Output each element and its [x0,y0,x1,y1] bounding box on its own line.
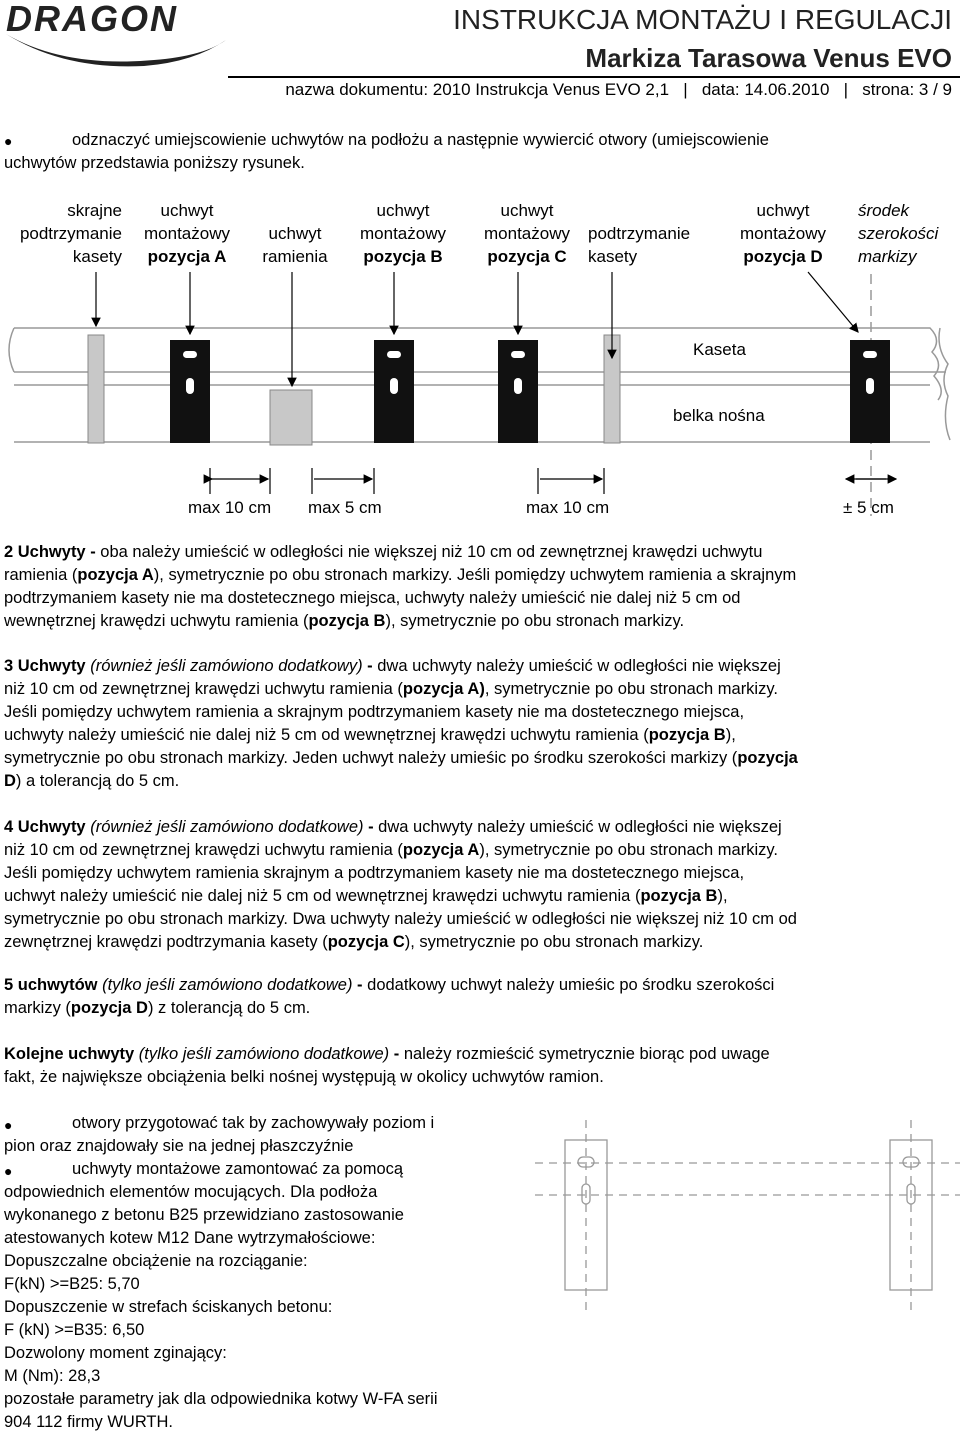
belka-label: belka nośna [673,406,765,425]
cassette-outline [9,328,950,440]
label-skrajne: skrajne podtrzymanie kasety [19,201,122,266]
beam-outline [14,385,930,442]
dim-label: max 5 cm [308,498,382,517]
label-ramienia: uchwyt ramienia [262,224,328,266]
bullet: ● [4,133,13,149]
bracket-d [850,340,890,443]
document-subtitle: Markiza Tarasowa Venus EVO [585,43,952,73]
doc-date: data: 14.06.2010 [701,80,830,99]
header-rule [228,76,960,78]
dim-label: max 10 cm [188,498,272,517]
label-pos-a: uchwyt montażowy pozycja A [144,201,230,266]
bullet: ● [4,1163,13,1179]
dim-label: max 10 cm [526,498,610,517]
logo-swoosh [4,28,229,68]
bracket-c [498,340,538,443]
label-srodek: środek szerokości markizy [858,201,939,266]
logo-text: DRAGON [6,0,178,39]
document-title: INSTRUKCJA MONTAŻU I REGULACJI [453,4,952,35]
section-3: 3 Uchwyty (również jeśli zamówiono dodatkowy) - dwa uchwyty należy umieścić w odległości nie większej niż 10 cm od zewnętrznej krawędzi uchwytu ramienia (pozycja A), symetrycznie po obu stronach markizy. Jeśli pomiędzy uchwytem ramienia a skrajnym podtrzymaniem kasety nie ma dostetecznego miejsca, uchwyty należy umieścić nie dalej niż 5 cm od wewnętrznej krawędzi uchwytu ramienia (pozycja B), symetrycznie po obu stronach markizy. Jeden uchwyt należy umieśic po środku szerokości markizy (pozycja D) a tolerancją do 5 cm. [4,657,798,790]
dim-label: ± 5 cm [843,498,894,517]
label-pos-d: uchwyt montażowy pozycja D [740,201,826,266]
bracket-b [374,340,414,443]
bracket-a [170,340,210,443]
bottom-text: otwory przygotować tak by zachowywały poziom i pion oraz znajdowały sie na jednej płaszczyźnie uchwyty montażowe zamontować za pomocą odpowiednich elementów mocujących. Dla podłoża wykonanego z betonu B25 przewidziano zastosowanie atestowanych kotew M12 Dane wytrzymałościowe: Dopuszczalne obciążenie na rozciąganie: F(kN) >=B25: 5,70 Dopuszczenie w strefach ściskanych betonu: F (kN) >=B35: 6,50 Dozwolony moment zginający: M (Nm): 28,3 pozostałe parametry jak dla odpowiednika kotwy W-FA serii 904 112 firmy WURTH. [4,1114,438,1431]
doc-name: nazwa dokumentu: 2010 Instrukcja Venus EVO 2,1 [285,80,670,99]
label-pos-b: uchwyt montażowy pozycja B [360,201,446,266]
label-pointers [96,272,858,386]
bracket-diagram [0,260,960,520]
label-pos-c: uchwyt montażowy pozycja C [484,201,570,266]
logo [4,0,229,70]
section-2: 2 Uchwyty - oba należy umieścić w odległości nie większej niż 10 cm od zewnętrznej krawędzi uchwytu ramienia (pozycja A), symetrycznie po obu stronach markizy. Jeśli pomiędzy uchwytem ramienia a skrajnym podtrzymaniem kasety nie ma dostetecznego miejsca, uchwyty należy umieścić nie dalej niż 5 cm od wewnętrznej krawędzi uchwytu ramienia (pozycja B), symetrycznie po obu stronach markizy. [4,543,797,630]
intro-line: uchwytów przedstawia poniższy rysunek. [4,154,305,172]
doc-page: strona: 3 / 9 [862,80,952,99]
section-5: 5 uchwytów (tylko jeśli zamówiono dodatkowe) - dodatkowy uchwyt należy umieśic po środku szerokości markizy (pozycja D) z tolerancją do 5 cm. [4,976,775,1017]
section-4: 4 Uchwyty (również jeśli zamówiono dodatkowe) - dwa uchwyty należy umieścić w odległości nie większej niż 10 cm od zewnętrznej krawędzi uchwytu ramienia (pozycja A), symetrycznie po obu stronach markizy. Jeśli pomiędzy uchwytem ramienia skrajnym a podtrzymaniem kasety nie ma dostetecznego miejsca, uchwyt należy umieścić nie dalej niż 5 cm od wewnętrznej krawędzi uchwytu ramienia (pozycja B), symetrycznie po obu stronach markizy. Dwa uchwyty należy umieścić w odległości nie większej niż 10 cm od zewnętrznej krawędzi podtrzymania kasety (pozycja C), symetrycznie po obu stronach markizy. [4,818,797,951]
kaseta-label: Kaseta [693,340,746,359]
bullet: ● [4,1117,13,1133]
label-podtrzymanie: podtrzymanie kasety [588,224,691,266]
intro-line: odznaczyć umiejscowienie uchwytów na podłożu a następnie wywiercić otwory (umiejscowienie [72,131,769,149]
support-arm [270,390,312,445]
section-6: Kolejne uchwyty (tylko jeśli zamówiono dodatkowe) - należy rozmieścić symetrycznie biorąc pod uwage fakt, że największe obciążenia belki nośnej występują w okolicy uchwytów ramion. [4,1045,770,1086]
bracket-holes-diagram [535,1120,960,1310]
dimension-ticks [210,468,604,494]
document-meta: nazwa dokumentu: 2010 Instrukcja Venus EVO 2,1 | data: 14.06.2010 | strona: 3 / 9 [285,80,952,99]
support-end [88,335,104,443]
